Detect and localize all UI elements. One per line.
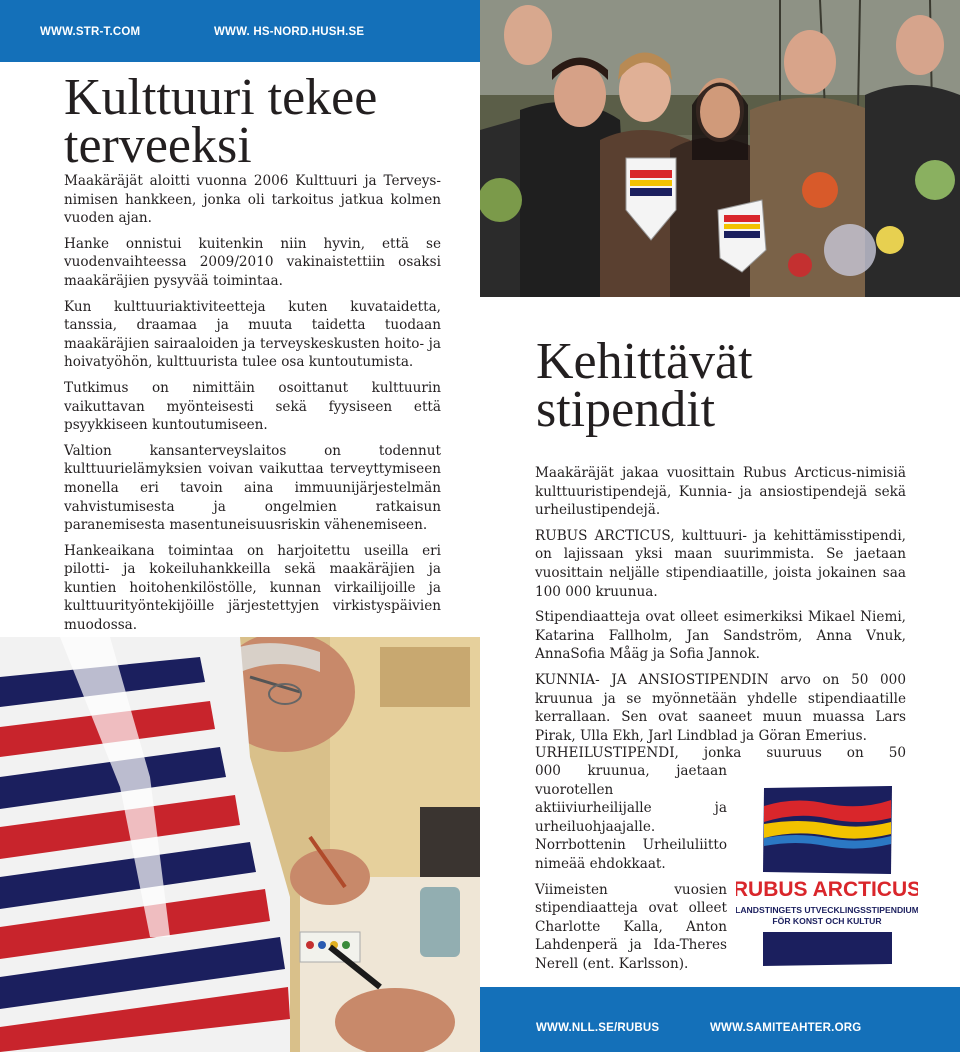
right-title-line2: stipendit [536,381,716,438]
footer-bar [480,987,960,1052]
left-paragraph: Tutkimus on nimittäin osoittanut kulttuurin vaikuttavan myönteisesti sekä fyysiseen että psyykkiseen kuntoutumiseen. [64,379,441,434]
left-title-line2: terveeksi [64,117,252,174]
footer-url-right[interactable]: WWW.SAMITEAHTER.ORG [710,1022,862,1034]
right-paragraph: KUNNIA- JA ANSIOSTIPENDIN arvo on 50 000 kruunua ja se myönnetään yhdelle stipendiaatille kerrallaan. Sen ovat saaneet muun muassa Lars Pirak, Ulla Ekh, Jarl Lindblad ja Göran Emerius. [535,671,906,744]
left-article-title [64,69,378,174]
urheilu-paragraph [535,762,727,981]
right-paragraph: Maakäräjät jakaa vuosittain Rubus Arcticus-nimisiä kulttuuristipendejä, Kunnia- ja ansiostipendejä sekä urheilustipendejä. [535,465,906,519]
left-paragraph: Maakäräjät aloitti vuonna 2006 Kulttuuri ja Terveys-nimisen hankkeen, jonka oli tarkoitus jatkua kolmen vuoden ajan. [64,173,441,227]
group-photo [480,0,960,297]
right-paragraph: RUBUS ARCTICUS, kulttuuri- ja kehittämisstipendi, on lajissaan yksi maan suurimmista. Se jaetaan vuosittain neljälle stipendiaatille, joista jokainen saa 100 000 kruunua. [535,527,906,600]
right-title-line1: Kehittävät [536,333,753,390]
left-paragraph: Hankeaikana toimintaa on harjoitettu useilla eri pilotti- ja kokeiluhankkeilla sekä maakäräjien ja kuntien hoitohenkilöstölle, kunnan virkailijoille ja kulttuurityöntekijöille järjestettyjen virkistyspäivien muodossa. [64,542,441,634]
left-paragraph: Kun kulttuuriaktiviteetteja kuten kuvataidetta, tanssia, draamaa ja muuta taidetta tuodaan maakäräjien sairaaloiden ja terveyskeskusten hoito- ja hoivatyöhön, kulttuurista tulee osa kuntoutumista. [64,298,441,371]
header-url-left[interactable]: WWW.STR-T.COM [40,26,141,38]
right-article-title [536,333,753,438]
left-paragraph: Valtion kansanterveyslaitos on todennut kulttuurielämyksien voivan vaikuttaa terveyttymiseen monella eri tavoin aina immuunijärjestelmän vahvistumisesta ja ongelmien ratkaisun paranemisesta masentuneisuusriskin vähenemiseen. [64,442,441,534]
left-paragraph: Hanke onnistui kuitenkin niin hyvin, että se vuodenvaihteessa 2009/2010 vakinaistettiin osaksi maakäräjien pysyvää toimintaa. [64,235,441,289]
logo-tagline-2: FÖR KONST OCH KULTUR [772,916,882,926]
right-article-body [535,464,906,752]
header-url-right[interactable]: WWW. HS-NORD.HUSH.SE [214,26,365,38]
rubus-arcticus-logo [736,782,918,968]
urheilu-first-line: URHEILUSTIPENDI, jonka suuruus on 50 [535,745,906,761]
footer-url-left[interactable]: WWW.NLL.SE/RUBUS [536,1022,660,1034]
left-article-body [64,172,441,642]
left-title-line1: Kulttuuri tekee [64,69,378,126]
right-paragraph: Stipendiaatteja ovat olleet esimerkiksi Mikael Niemi, Katarina Fallholm, Jan Sandström, Anna Vnuk, AnnaSofia Måäg ja Sofia Jannok. [535,609,906,663]
urheilu-text: 000 kruunua, jaetaan vuorotellen aktiiviurheilijalle ja urheiluohjaajalle. Norrbottenin Urheiluliitto nimeää ehdokkaat. [535,763,727,872]
rubus-arcticus-emblem-icon [736,782,918,968]
stipendiaatit-text: Viimeisten vuosien stipendiaatteja ovat olleet Charlotte Kalla, Anton Lahdenperä ja Ida-Theres Nerell (ent. Karlsson). [535,881,727,972]
painting-man-photo [0,637,480,1052]
logo-name: RUBUS ARCTICUS [736,878,918,901]
logo-tagline-1: LANDSTINGETS UTVECKLINGSSTIPENDIUM [736,905,918,915]
